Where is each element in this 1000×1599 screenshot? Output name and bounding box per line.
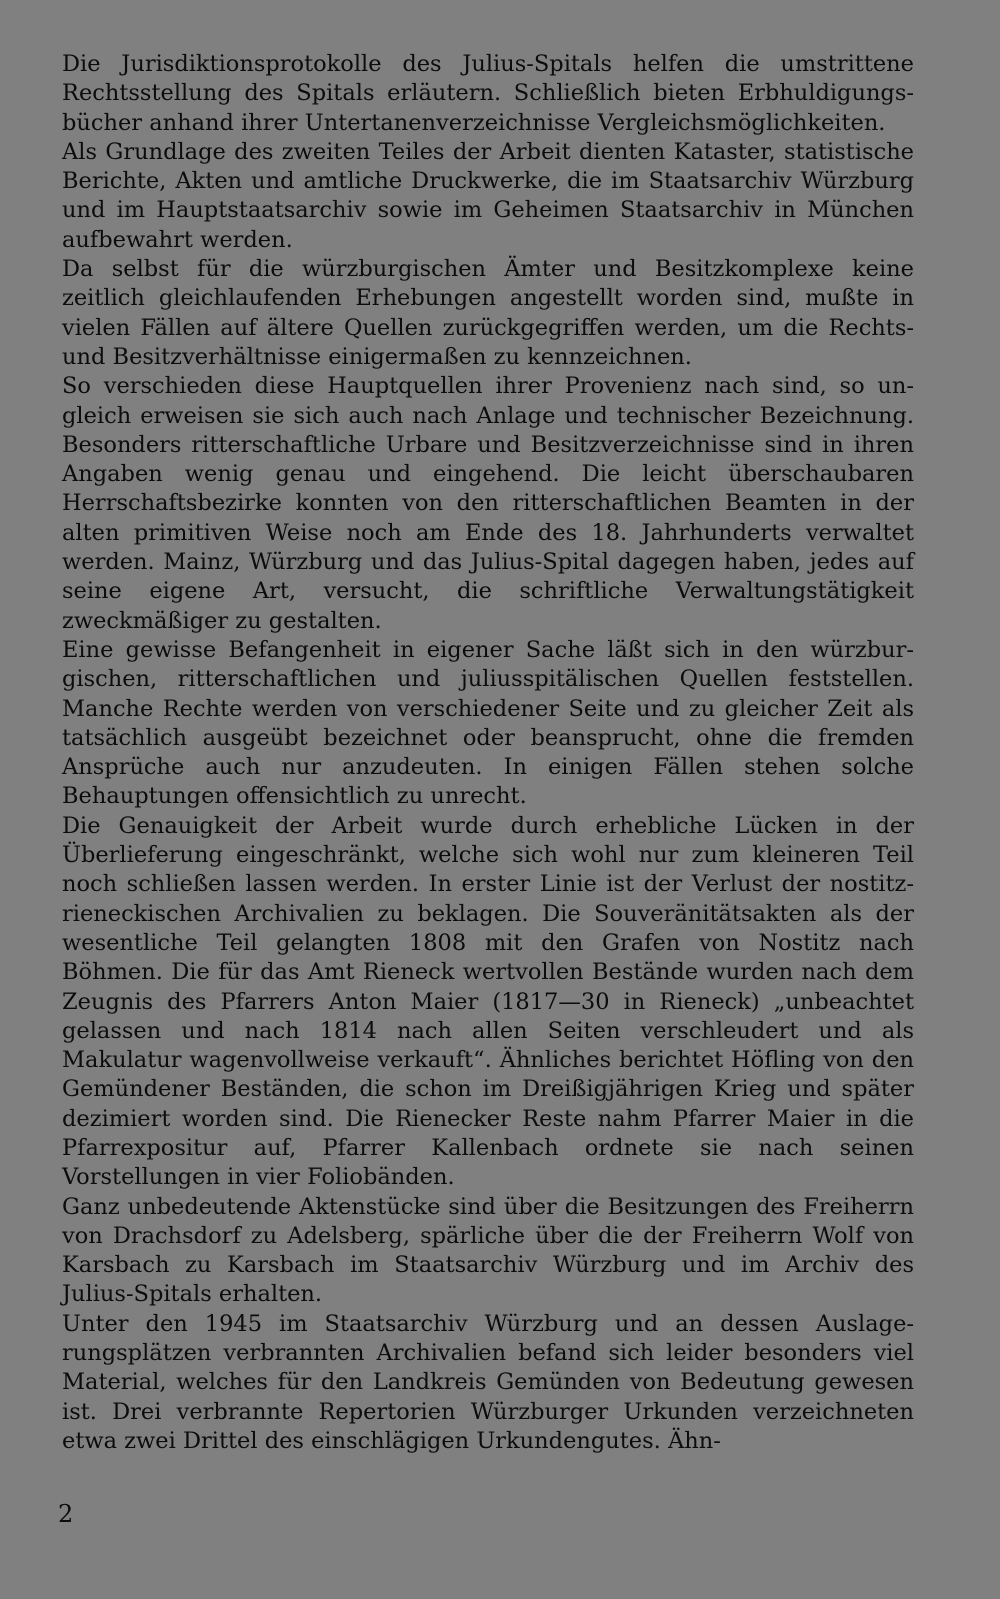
paragraph-genauigkeit: Die Genauigkeit der Arbeit wurde durch erhebliche Lücken in der Überlieferung eingeschränkt, welche sich wohl nur zum kleineren Teil noch schließen lassen werden. In erster Linie ist der Verlust der nostitz-rieneckischen Archivalien zu beklagen. Die Souveränitätsakten als der wesentliche Teil gelangten 1808 mit den Grafen von Nostitz nach Böhmen. Die für das Amt Rieneck wertvollen Bestände wurden nach dem Zeugnis des Pfarrers Anton Maier (1817—30 in Rieneck) „unbeachtet gelassen und nach 1814 nach allen Seiten verschleudert und als Makulatur wagenvollweise verkauft“. Ähnliches berichtet Höfling von den Gemündener Beständen, die schon im Dreißigjährigen Krieg und später dezimiert worden sind. Die Rienecker Reste nahm Pfarrer Maier in die Pfarrexpositur auf, Pfarrer Kallenbach ordnete sie nach seinen Vorstellungen in vier Foliobänden. — [62, 812, 914, 1191]
paragraph-befangenheit: Eine gewisse Befangenheit in eigener Sache läßt sich in den würzburgischen, ritterschaftlichen und juliusspitälischen Quellen feststellen. Manche Rechte werden von verschiedener Seite und zu gleicher Zeit als tatsächlich ausgeübt bezeichnet oder beansprucht, ohne die fremden Ansprüche auch nur anzudeuten. In einigen Fällen stehen solche Behauptungen offensichtlich zu unrecht. — [62, 636, 914, 810]
body-text — [62, 50, 914, 1456]
paragraph-erhebungen: Da selbst für die würzburgischen Ämter und Besitzkomplexe keine zeitlich gleichlaufenden Erhebungen angestellt worden sind, mußte in vielen Fällen auf ältere Quellen zurückgegriffen werden, um die Rechts- und Besitzverhältnisse einigermaßen zu kennzeichnen. — [62, 256, 914, 370]
paragraph-grundlage: Als Grundlage des zweiten Teiles der Arbeit dienten Kataster, statistische Berichte, Akten und amtliche Druckwerke, die im Staatsarchiv Würzburg und im Hauptstaatsarchiv sowie im Geheimen Staatsarchiv in München aufbewahrt werden. — [62, 138, 914, 253]
paragraph-verbrannte-archivalien: Unter den 1945 im Staatsarchiv Würzburg und an dessen Auslagerungsplätzen verbrannten Archivalien befand sich leider besonders viel Material, welches für den Landkreis Gemünden von Bedeutung gewesen ist. Drei verbrannte Repertorien Würzburger Urkunden verzeichneten etwa zwei Drittel des einschlägigen Urkundengutes. Ähn- — [62, 1310, 914, 1454]
paragraph-aktenstuecke: Ganz unbedeutende Aktenstücke sind über die Besitzungen des Freiherrn von Drachsdorf zu Adelsberg, spärliche über die der Freiherrn Wolf von Karsbach zu Karsbach im Staatsarchiv Würzburg und im Archiv des Julius-Spitals erhalten. — [62, 1193, 914, 1308]
page-number: 2 — [58, 1500, 74, 1528]
paragraph-jurisdiktionsprotokolle: Die Jurisdiktionsprotokolle des Julius-Spitals helfen die umstrittene Rechtsstellung des Spitals erläutern. Schließlich bieten Erbhuldigungsbücher anhand ihrer Untertanenverzeichnisse Vergleichsmöglichkeiten. — [62, 51, 914, 136]
paragraph-hauptquellen: So verschieden diese Hauptquellen ihrer Provenienz nach sind, so ungleich erweisen sie sich auch nach Anlage und technischer Bezeichnung. Besonders ritterschaftliche Urbare und Besitzverzeichnisse sind in ihren Angaben wenig genau und eingehend. Die leicht überschaubaren Herrschaftsbezirke konnten von den ritterschaftlichen Beamten in der alten primitiven Weise noch am Ende des 18. Jahrhunderts verwaltet werden. Mainz, Würzburg und das Julius-Spital dagegen haben, jedes auf seine eigene Art, versucht, die schriftliche Verwaltungstätigkeit zweckmäßiger zu gestalten. — [62, 373, 914, 634]
